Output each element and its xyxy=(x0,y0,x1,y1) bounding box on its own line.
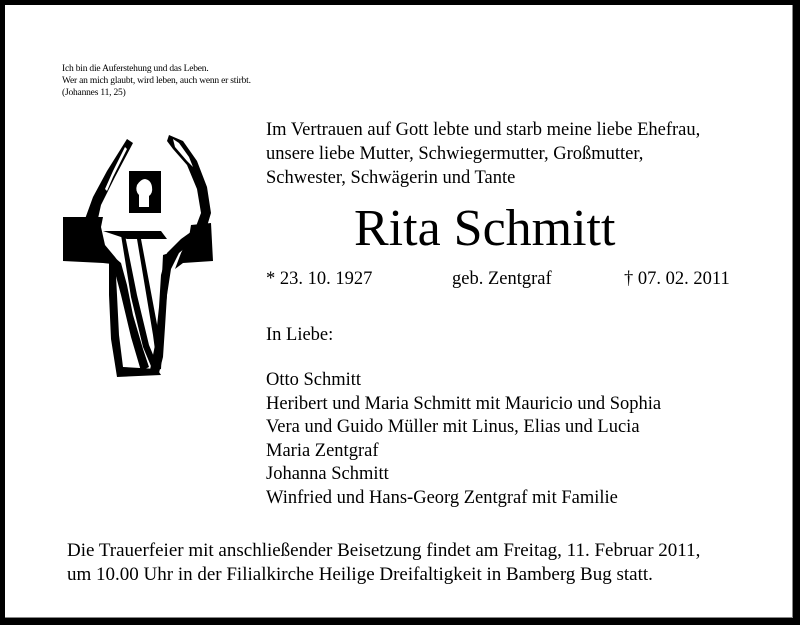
maiden-name: geb. Zentgraf xyxy=(452,269,552,289)
funeral-service-info xyxy=(67,539,700,587)
life-dates xyxy=(266,267,746,291)
intro-line: Schwester, Schwägerin und Tante xyxy=(266,168,516,188)
mourners-list xyxy=(266,369,661,510)
risen-christ-cross-icon xyxy=(63,135,243,385)
service-line: Die Trauerfeier mit anschließender Beisetzung findet am Freitag, 11. Februar 2011, xyxy=(67,540,701,561)
intro-line: unsere liebe Mutter, Schwiegermutter, Großmutter, xyxy=(266,144,644,164)
mourner-entry: Vera und Guido Müller mit Linus, Elias und Lucia xyxy=(266,417,640,437)
verse-reference: (Johannes 11, 25) xyxy=(62,88,126,98)
birth-date: * 23. 10. 1927 xyxy=(266,269,373,289)
service-line: um 10.00 Uhr in der Filialkirche Heilige Dreifaltigkeit in Bamberg Bug statt. xyxy=(67,564,653,585)
verse-line: Wer an mich glaubt, wird leben, auch wenn er stirbt. xyxy=(62,76,251,86)
obituary-notice xyxy=(5,5,793,618)
intro-text xyxy=(266,118,700,190)
mourner-entry: Otto Schmitt xyxy=(266,370,362,390)
mourner-entry: Heribert und Maria Schmitt mit Mauricio und Sophia xyxy=(266,393,662,414)
mourner-entry: Winfried und Hans-Georg Zentgraf mit Familie xyxy=(266,487,618,508)
mourner-entry: Maria Zentgraf xyxy=(266,440,379,461)
deceased-name: Rita Schmitt xyxy=(354,200,616,257)
intro-line: Im Vertrauen auf Gott lebte und starb meine liebe Ehefrau, xyxy=(266,120,701,140)
verse-line: Ich bin die Auferstehung und das Leben. xyxy=(62,64,209,74)
death-date: † 07. 02. 2011 xyxy=(624,269,730,289)
bible-verse xyxy=(62,63,251,99)
mourners-heading: In Liebe: xyxy=(266,325,334,345)
mourner-entry: Johanna Schmitt xyxy=(266,464,389,484)
